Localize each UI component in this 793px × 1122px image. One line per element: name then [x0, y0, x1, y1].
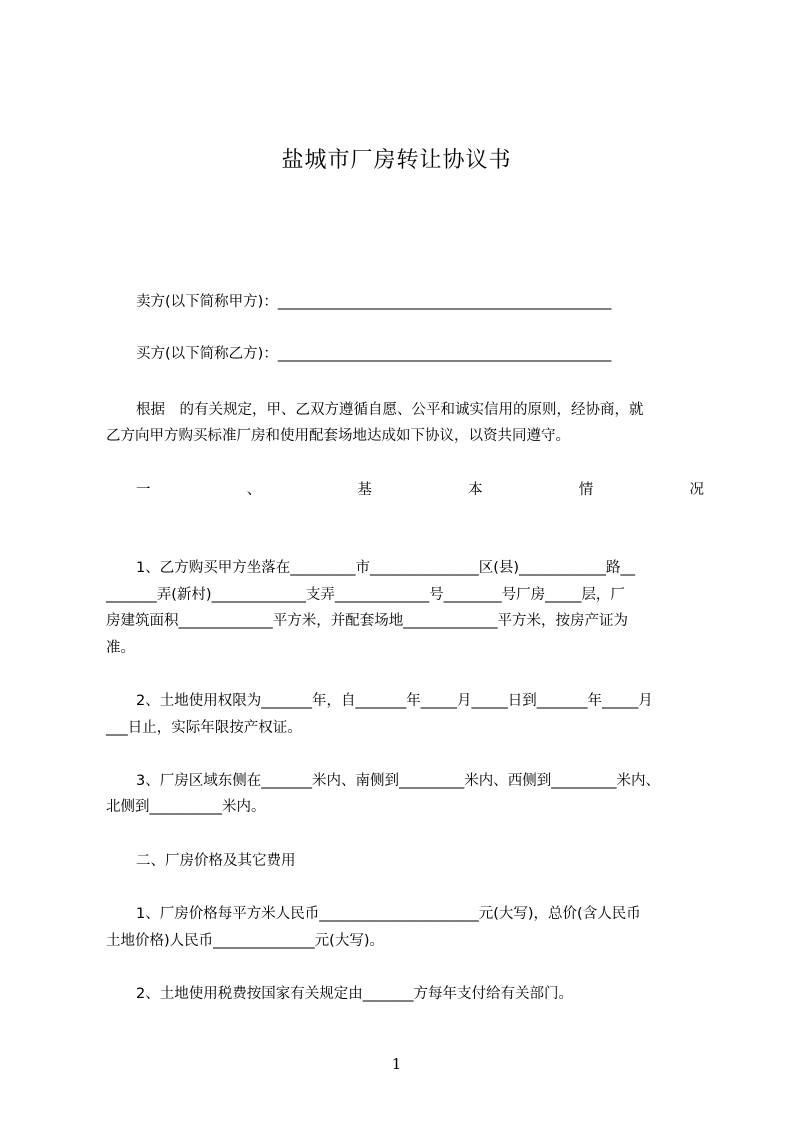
section-1-char: 、: [246, 482, 262, 498]
section-1-char: 本: [468, 482, 483, 498]
item-1-2-line-1: 2、土地使用权限为_______年，自_______年_____月_____日到_______年_____月: [136, 693, 653, 709]
item-1-3-line-2: 北侧到__________米内。: [106, 799, 266, 815]
section-1-char: 一: [136, 482, 151, 498]
item-1-2-line-2: ___日止，实际年限按产权证。: [106, 720, 302, 736]
section-1-char: 基: [357, 482, 372, 498]
preamble-line-1: 根据 的有关规定，甲、乙双方遵循自愿、公平和诚实信用的原则，经协商，就: [136, 402, 644, 418]
section-1-char: 况: [689, 482, 704, 498]
item-1-1-line-1: 1、乙方购买甲方坐落在_________市_______________区(县)____________路__: [136, 560, 636, 576]
seller-line: 卖方(以下简称甲方)：______________________________________________: [136, 294, 612, 310]
section-1-char: 情: [578, 482, 594, 498]
item-1-1-line-4: 准。: [106, 640, 135, 656]
preamble-line-2: 乙方向甲方购买标准厂房和使用配套场地达成如下协议，以资共同遵守。: [106, 428, 570, 444]
item-1-3-line-1: 3、厂房区域东侧在_______米内、南侧到_________米内、西侧到_________米内、: [136, 773, 660, 789]
item-2-1-line-1: 1、厂房价格每平方米人民币______________________元(大写)，总价(含人民币: [136, 906, 641, 922]
item-2-1-line-2: 土地价格)人民币______________元(大写)。: [106, 933, 384, 949]
page-number: 1: [391, 1055, 402, 1073]
buyer-line: 买方(以下简称乙方)：______________________________________________: [136, 346, 612, 362]
section-2-heading: 二、厂房价格及其它费用: [136, 853, 296, 869]
section-1-heading: [136, 478, 704, 499]
item-1-1-line-2: _______弄(新村)_____________支弄_____________号________号厂房_____层，厂: [106, 587, 625, 603]
item-2-2-line-1: 2、土地使用税费按国家有关规定由_______方每年支付给有关部门。: [136, 986, 573, 1002]
document-title: 盐城市厂房转让协议书: [281, 148, 512, 173]
item-1-1-line-3: 房建筑面积_____________平方米，并配套场地_____________平方米，按房产证为: [106, 613, 628, 629]
